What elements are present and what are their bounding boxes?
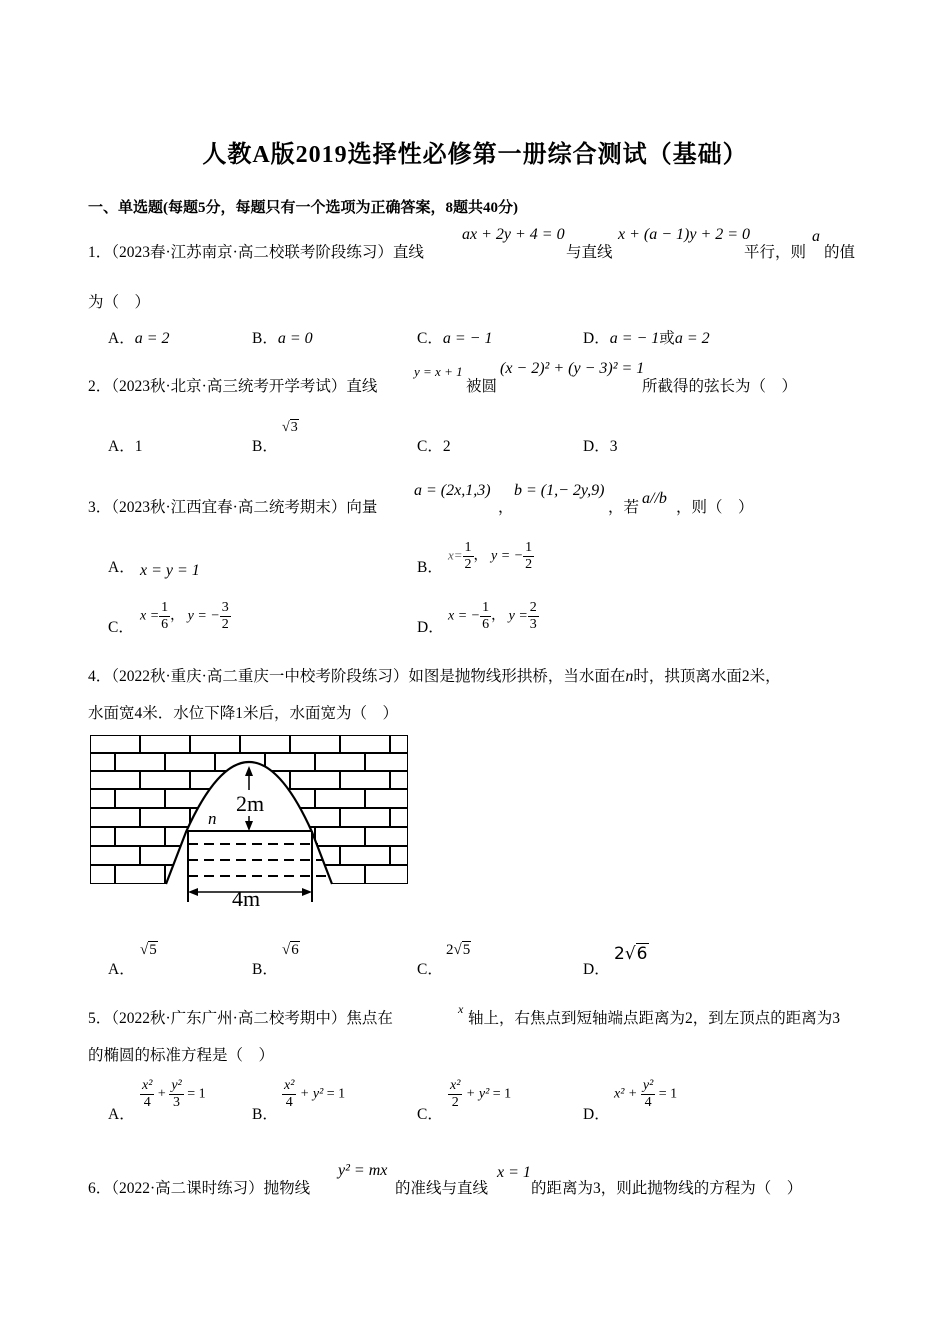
q4-var-n: n [625,668,634,685]
q1-equation-2: x + (a − 1)y + 2 = 0 [618,226,751,243]
page-title: 人教A版2019选择性必修第一册综合测试（基础） [202,142,748,168]
q2-option-d-value: 3 [609,438,618,455]
question-3 [88,495,377,517]
q2-equation-2: (x − 2)² + (y − 3)² = 1 [500,360,645,377]
q3-option-c-value: x = $\frac{1}{6}$ ， y = − $\frac{3}{2}$ [140,600,229,632]
option-label: C． [417,438,443,455]
q4-option-d[interactable] [583,957,610,979]
q5-option-d-value: x² + $\frac{\text{y²}}{4}$ = 1 [614,1078,678,1110]
q5-option-a[interactable] [108,1102,135,1124]
q4-option-b[interactable] [252,957,278,979]
q3-option-d[interactable] [417,615,444,637]
q2-option-c-value: 2 [442,438,451,455]
q6-mid-text: 的准线与直线 [395,1180,489,1197]
option-label: D． [583,1106,610,1123]
q3-option-c[interactable] [108,615,134,637]
option-label: C． [417,1106,443,1123]
q1-option-d-or: 或 [659,330,675,347]
q2-option-b-value: √3 [282,420,298,435]
q1-source: （2023春·江苏南京·高二校联考阶段练习）直线 [111,244,424,261]
question-5 [88,1006,393,1028]
q1-option-d[interactable] [583,326,710,348]
option-label: D． [583,438,610,455]
q3-option-a-value: x = y = 1 [140,562,200,579]
q3-number: 3． [88,499,112,516]
arrow-up-icon [245,766,253,776]
q2-number: 2． [88,378,112,395]
q4-line-2: 水面宽4米．水位下降1米后，水面宽为（ ） [88,705,399,722]
q3-mid-text: ，若 [608,499,640,516]
q1-mid-text: 与直线 [566,244,613,261]
q3-source: （2023秋·江西宜春·高二统考期末）向量 [111,499,378,516]
option-label: D． [417,619,444,636]
q2-option-b[interactable] [252,434,278,456]
option-label: C． [108,619,134,636]
q1-number: 1． [88,244,112,261]
option-label: B． [417,559,443,576]
option-label: B． [252,330,278,347]
q1-option-a[interactable] [108,326,170,348]
q4-option-d-value: 2√6 [614,944,648,964]
q5-source: （2022秋·广东广州·高二校考期中）焦点在 [111,1010,393,1027]
width-label: 4m [232,886,261,910]
q3-vector-b: b = (1,− 2y,9) [514,482,605,499]
option-label: C． [417,961,443,978]
option-label: A． [108,1106,135,1123]
q1-option-c-value: a = − 1 [442,330,493,347]
q5-option-c-value: $\frac{\text{x²}}{2}$ + y² = 1 [450,1078,512,1110]
q3-option-b-value: x= $\frac{1}{2}$ ， y = − $\frac{1}{2}$ [448,540,533,572]
q5-option-c[interactable] [417,1102,443,1124]
q2-mid-text: 被圆 [466,378,498,395]
q1-tail: 平行，则 [744,244,807,261]
question-2 [88,374,377,396]
q1-line-2: 为（ ） [88,294,151,311]
arrow-left-icon [188,888,198,896]
q4-option-c-value: 2√5 [446,942,471,958]
q6-source: （2022·高二课时练习）抛物线 [111,1180,311,1197]
q4-option-b-value: √6 [282,942,299,958]
q4-option-a-value: √5 [140,942,157,958]
question-6 [88,1176,310,1198]
q1-var-a: a [812,228,820,245]
q2-source: （2023秋·北京·高三统考开学考试）直线 [111,378,378,395]
q3-option-a[interactable] [108,555,135,577]
q4-number: 4． [88,668,112,685]
q5-var-x: x [458,1002,464,1016]
q4-option-c[interactable] [417,957,443,979]
arch-bridge-figure [86,732,412,910]
option-label: D． [583,961,610,978]
q1-option-b[interactable] [252,326,313,348]
q2-tail: 所截得的弦长为（ ） [642,378,798,395]
q3-vector-a: a = (2x,1,3) [414,482,491,499]
q2-option-a-value: 1 [134,438,143,455]
arrow-down-icon [245,821,253,831]
q2-option-a[interactable] [108,434,142,456]
option-label: A． [108,330,135,347]
q2-option-d[interactable] [583,434,617,456]
q5-number: 5． [88,1010,112,1027]
q1-option-b-value: a = 0 [277,330,313,347]
q3-option-d-value: x = − $\frac{1}{6}$ ， y = $\frac{2}{3}$ [448,600,537,632]
q3-parallel: a//b [642,490,667,507]
option-label: A． [108,559,135,576]
q1-equation-1: ax + 2y + 4 = 0 [462,226,565,243]
q6-equation-2: x = 1 [497,1164,531,1181]
q3-option-b[interactable] [417,555,443,577]
q5-line-2: 的椭圆的标准方程是（ ） [88,1047,275,1064]
question-1 [88,240,424,262]
question-4 [88,664,781,686]
option-label: B． [252,438,278,455]
q1-tail-2: 的值 [824,244,856,261]
q3-separator: ， [498,499,514,516]
q5-option-b-value: $\frac{\text{x²}}{4}$ + y² = 1 [284,1078,346,1110]
option-label: A． [108,438,135,455]
q4-option-a[interactable] [108,957,135,979]
option-label: C． [417,330,443,347]
water-label-n: n [208,809,217,828]
q3-tail: ，则（ ） [676,499,754,516]
q1-option-c[interactable] [417,326,492,348]
q5-tail: 轴上，右焦点到短轴端点距离为2，到左顶点的距离为3 [468,1010,841,1027]
arrow-right-icon [302,888,312,896]
q5-option-d[interactable] [583,1102,610,1124]
q6-tail: 的距离为3，则此抛物线的方程为（ ） [531,1180,803,1197]
height-label: 2m [236,791,265,816]
q4-source: （2022秋·重庆·高二重庆一中校考阶段练习）如图是抛物线形拱桥，当水面在 [111,668,626,685]
q2-option-c[interactable] [417,434,451,456]
q4-tail: 时，拱顶离水面2米， [633,668,781,685]
q5-option-b[interactable] [252,1102,278,1124]
q5-option-a-value: $\frac{\text{x²}}{4}$ + $\frac{\text{y²}}{3}$ = 1 [142,1078,206,1110]
q1-option-d-value-2: a = 2 [674,330,710,347]
q1-option-a-value: a = 2 [134,330,170,347]
q1-option-d-value-1: a = − 1 [609,330,660,347]
option-label: A． [108,961,135,978]
q2-equation-1: y = x + 1 [414,364,463,379]
option-label: B． [252,961,278,978]
option-label: D． [583,330,610,347]
q6-equation-1: y² = mx [338,1162,388,1179]
section-heading: 一、单选题(每题5分，每题只有一个选项为正确答案，8题共40分) [88,200,518,216]
q6-number: 6． [88,1180,112,1197]
option-label: B． [252,1106,278,1123]
